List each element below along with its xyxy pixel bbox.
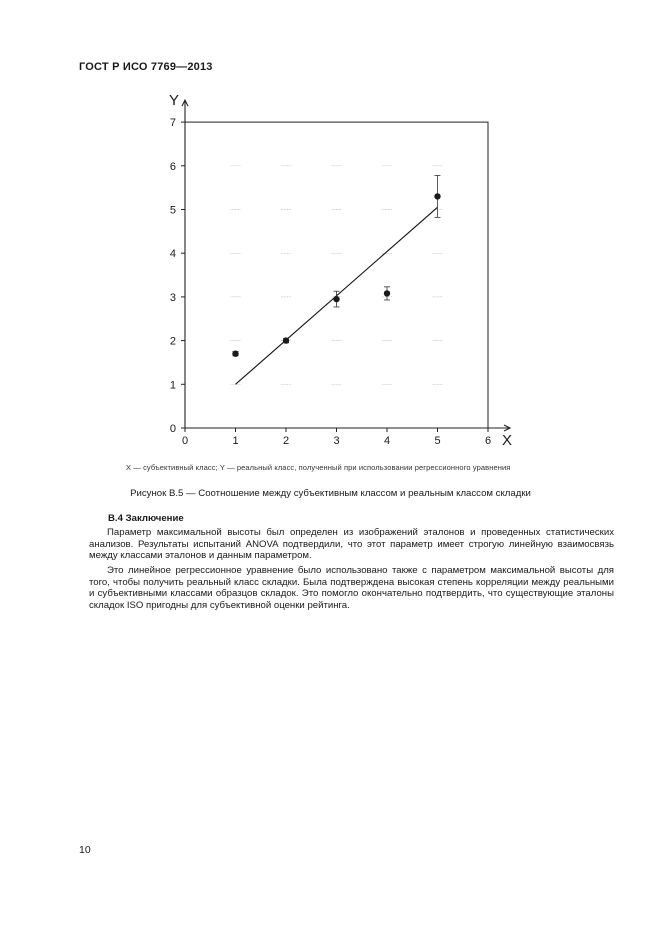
grid-dot [339,297,340,298]
grid-dot [289,209,290,210]
data-point [384,287,390,300]
grid-dot [232,165,233,166]
grid-dot [384,384,385,385]
grid-dot [238,340,239,341]
grid-dot [336,253,337,254]
grid-dot [338,165,339,166]
grid-dot [234,384,235,385]
grid-dot [388,384,389,385]
grid-dot [231,340,232,341]
grid-dot [284,165,285,166]
data-point [232,351,238,357]
y-tick-label: 1 [169,379,176,392]
grid-dot [238,165,239,166]
grid-dot [387,253,388,254]
grid-dot [384,340,385,341]
grid-dot [231,297,232,298]
grid-dot [391,384,392,385]
grid-dot [387,209,388,210]
grid-dot [437,340,438,341]
grid-dot [390,384,391,385]
grid-dot [283,384,284,385]
grid-dot [390,253,391,254]
grid-dot [240,340,241,341]
grid-dot [339,209,340,210]
grid-dot [433,297,434,298]
grid-dot [281,384,282,385]
grid-dot [281,209,282,210]
grid-dot [384,165,385,166]
grid-dot [440,165,441,166]
grid-dot [284,253,285,254]
grid-dot [433,384,434,385]
grid-dot [382,297,383,298]
grid-dot [284,209,285,210]
grid-dot [338,384,339,385]
grid-dot [390,340,391,341]
y-tick-label: 2 [169,335,176,348]
grid-dot [434,165,435,166]
grid-dot [235,253,236,254]
grid-dot [433,340,434,341]
grid-dot [289,384,290,385]
grid-dot [333,253,334,254]
grid-dot [234,340,235,341]
grid-dot [434,297,435,298]
grid-dot [440,209,441,210]
grid-dot [286,165,287,166]
grid-dot [391,253,392,254]
grid-dot [286,253,287,254]
grid-dot [231,165,232,166]
grid-dot [385,209,386,210]
grid-dot [388,209,389,210]
paragraph-2 [89,565,614,612]
grid-dot [232,253,233,254]
grid-dot [283,253,284,254]
grid-dot [437,253,438,254]
x-tick-label: 3 [333,435,340,447]
x-tick-label: 6 [484,435,492,447]
grid-dot [286,297,287,298]
grid-dot [442,209,443,210]
grid-dot [339,384,340,385]
grid-dot [439,384,440,385]
grid-dot [382,165,383,166]
grid-dot [287,209,288,210]
grid-dot [281,165,282,166]
grid-dot [332,165,333,166]
section-title: В.4 Заключение [108,513,184,524]
point-marker [232,351,238,357]
grid-dot [442,253,443,254]
grid-dot [391,209,392,210]
grid-dot [385,384,386,385]
grid-dot [332,253,333,254]
paragraph-1-text: Параметр максимальной высоты был определен из изображений эталонов и проведенных статистических анализов. Результаты испытаний ANOVA подтвердили, что этот параметр имеет строгую линейную взаимосвязь между классами эталонов и данным параметром. [89,527,614,562]
grid-dot [232,209,233,210]
grid-dot [289,297,290,298]
grid-dot [390,297,391,298]
figure-legend: X — субъективный класс; Y — реальный класс, полученный при использовании регрессионного уравнения [126,463,511,472]
grid-dot [382,384,383,385]
grid-dot [341,384,342,385]
grid-dot [284,297,285,298]
grid-dot [439,297,440,298]
grid-dot [433,253,434,254]
grid-dot [238,209,239,210]
data-point [434,175,440,217]
grid-dot [341,253,342,254]
grid-dot [387,340,388,341]
grid-dot [385,165,386,166]
grid-dot [240,253,241,254]
grid-dot [283,297,284,298]
grid-dot [390,209,391,210]
grid-dot [433,165,434,166]
x-tick-label: 1 [232,435,239,447]
grid-dot [338,340,339,341]
x-tick-label: 4 [383,435,391,447]
grid-dot [436,165,437,166]
grid-dot [440,340,441,341]
grid-dot [332,209,333,210]
grid-dot [388,297,389,298]
plot-frame [185,122,488,428]
grid-dot [237,165,238,166]
grid-dot [281,340,282,341]
grid-dot [290,209,291,210]
chart-axes [181,100,510,432]
grid-dot [339,340,340,341]
grid-dot [289,253,290,254]
grid-dot [439,209,440,210]
grid-dot [238,384,239,385]
grid-dot [290,340,291,341]
grid-dot [333,340,334,341]
grid-dot [382,253,383,254]
grid-dot [234,209,235,210]
grid-dot [237,209,238,210]
grid-dot [335,165,336,166]
grid-dot [439,253,440,254]
grid-dot [336,209,337,210]
grid-dot [335,253,336,254]
grid-dot [237,253,238,254]
y-axis-label: Y [168,92,180,110]
grid-dot [341,340,342,341]
tick-labels [170,117,491,447]
scatter-chart [160,92,520,452]
grid-dot [290,384,291,385]
grid-dot [387,384,388,385]
grid-dot [382,340,383,341]
standard-header: ГОСТ Р ИСО 7769—2013 [79,61,213,73]
grid-dot [232,384,233,385]
grid-dot [436,253,437,254]
grid-dot [391,165,392,166]
grid-dot [286,209,287,210]
grid-dot [287,297,288,298]
grid-dot [338,253,339,254]
grid-dot [433,209,434,210]
grid-dot [436,340,437,341]
grid-dot [237,340,238,341]
grid-dot [332,297,333,298]
grid-dot [442,384,443,385]
point-marker [283,337,289,343]
grid-dot [387,165,388,166]
grid-dot [287,384,288,385]
grid-dot [384,209,385,210]
grid-dot [439,340,440,341]
grid-dot [439,165,440,166]
page-number: 10 [79,844,91,856]
grid-dot [341,209,342,210]
grid-dot [235,340,236,341]
grid-dot [440,384,441,385]
x-tick-label: 0 [181,435,189,447]
grid-dot [436,297,437,298]
grid-dot [283,209,284,210]
grid-dot [234,297,235,298]
grid-dot [284,384,285,385]
grid-dot [338,209,339,210]
y-tick-label: 5 [169,204,176,217]
x-tick-label: 2 [282,435,290,447]
grid-dot [231,209,232,210]
figure-caption: Рисунок В.5 — Соотношение между субъективным классом и реальным классом складки [130,488,531,499]
grid-dot [237,297,238,298]
grid-dot [283,165,284,166]
grid-dot [290,297,291,298]
grid-dot [235,209,236,210]
grid-dot [442,340,443,341]
grid-dot [287,253,288,254]
grid-dot [339,165,340,166]
grid-dot [281,297,282,298]
grid-dot [335,384,336,385]
points-layer [232,175,440,356]
grid-dot [281,253,282,254]
grid-dot [388,340,389,341]
grid-dot [240,384,241,385]
grid-dot [335,340,336,341]
x-axis-label: X [501,432,513,449]
grid-dot [382,209,383,210]
grid-dot [434,253,435,254]
x-tick-label: 5 [434,435,441,447]
y-tick-label: 4 [169,248,176,261]
grid-dot [437,297,438,298]
grid-dot [238,253,239,254]
point-marker [384,290,390,296]
paragraph-1 [89,527,614,562]
grid-dot [437,165,438,166]
grid-dot [391,297,392,298]
grid-dot [335,209,336,210]
grid-dot [434,340,435,341]
grid-dot [390,165,391,166]
grid-dot [341,165,342,166]
grid-dot [336,165,337,166]
grid-dot [442,297,443,298]
grid-dot [440,253,441,254]
chart-grid [231,165,443,384]
point-marker [434,193,440,199]
grid-dot [240,209,241,210]
grid-dot [290,165,291,166]
grid-dot [332,384,333,385]
grid-dot [240,297,241,298]
paragraph-2-text: Это линейное регрессионное уравнение было использовано также с параметром максимальной высоты для того, чтобы получить реальный класс складки. Была подтверждена высокая степень корреляции между реальными и субъективными классами образцов складок. Это помогло окончательно подтвердить, что существующие эталоны складок ISO пригодны для субъективной оценки рейтинга. [89,565,614,612]
grid-dot [434,384,435,385]
grid-dot [436,384,437,385]
grid-dot [235,165,236,166]
grid-dot [333,297,334,298]
grid-dot [237,384,238,385]
grid-dot [333,165,334,166]
grid-dot [388,165,389,166]
grid-dot [232,340,233,341]
grid-dot [385,340,386,341]
grid-dot [385,297,386,298]
grid-dot [336,340,337,341]
grid-dot [234,165,235,166]
grid-dot [289,165,290,166]
y-tick-label: 7 [169,117,176,130]
grid-dot [333,209,334,210]
grid-dot [333,384,334,385]
y-tick-label: 0 [169,423,176,435]
grid-dot [290,253,291,254]
y-tick-label: 3 [169,291,176,304]
grid-dot [341,297,342,298]
grid-dot [240,165,241,166]
grid-dot [388,253,389,254]
grid-dot [391,340,392,341]
grid-dot [287,165,288,166]
point-marker [333,296,339,302]
grid-dot [232,297,233,298]
grid-dot [336,384,337,385]
grid-dot [339,253,340,254]
grid-dot [234,253,235,254]
grid-dot [384,297,385,298]
grid-dot [440,297,441,298]
grid-dot [231,253,232,254]
grid-dot [437,384,438,385]
grid-dot [231,384,232,385]
grid-dot [235,297,236,298]
grid-dot [442,165,443,166]
data-point [283,337,289,343]
y-tick-label: 6 [169,160,176,173]
grid-dot [332,340,333,341]
grid-dot [286,384,287,385]
grid-dot [238,297,239,298]
